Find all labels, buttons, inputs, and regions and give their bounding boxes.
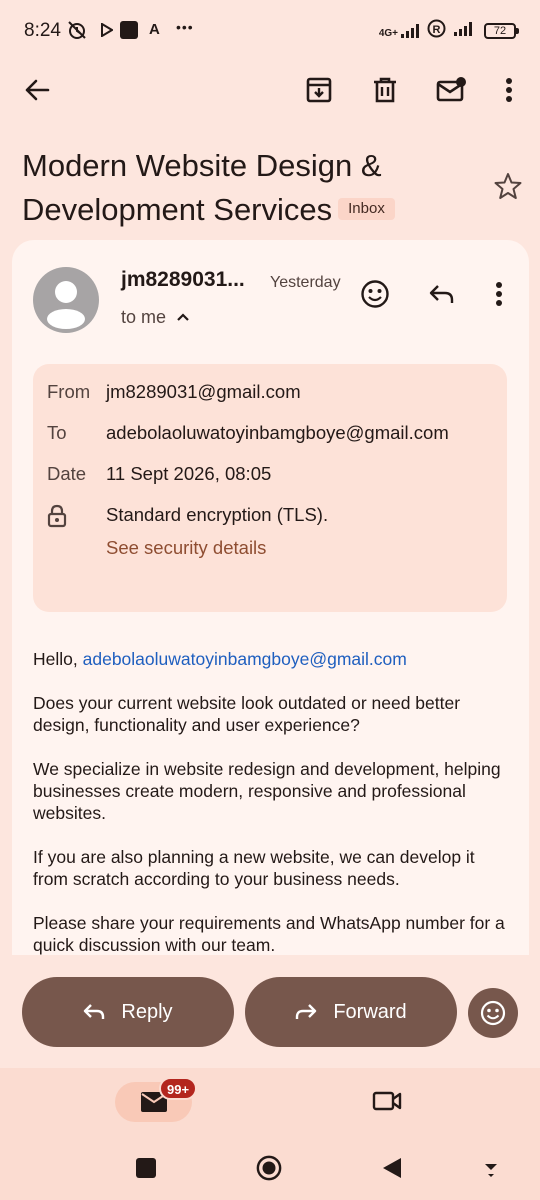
reply-action-button[interactable] xyxy=(22,977,234,1047)
unread-count-badge: 99+ xyxy=(159,1077,197,1100)
message-more-button[interactable] xyxy=(481,276,517,312)
body-paragraph-4: Please share your requirements and WhatsApp number for a quick discussion with our team. xyxy=(33,913,505,955)
greeting-text: Hello, xyxy=(33,649,78,669)
emoji-icon xyxy=(480,1000,506,1026)
forward-icon xyxy=(295,1003,317,1021)
encryption-text: Standard encryption (TLS). xyxy=(106,504,329,525)
greeting-email-link[interactable]: adebolaoluwatoyinbamgboye@gmail.com xyxy=(82,649,407,669)
recipient-toggle[interactable] xyxy=(121,307,190,328)
back-button[interactable] xyxy=(19,72,55,108)
signal-4g-icon: 4G+ xyxy=(379,24,419,38)
registered-icon xyxy=(427,19,446,43)
forward-label: Forward xyxy=(333,1000,407,1023)
app-letter-icon: A xyxy=(149,21,160,38)
star-button[interactable] xyxy=(494,172,522,205)
inbox-label-chip[interactable]: Inbox xyxy=(338,198,395,220)
email-toolbar xyxy=(0,60,540,120)
sender-name[interactable]: jm8289031... xyxy=(121,268,245,291)
lock-icon xyxy=(47,504,67,533)
to-value[interactable]: adebolaoluwatoyinbamgboye@gmail.com xyxy=(106,422,449,443)
archive-button[interactable] xyxy=(301,72,337,108)
video-camera-icon xyxy=(372,1090,402,1112)
more-options-button[interactable] xyxy=(491,72,527,108)
from-label: From xyxy=(47,381,91,402)
signal-icon xyxy=(454,22,476,41)
hide-keyboard-button[interactable] xyxy=(478,1155,504,1181)
battery-icon: 72 xyxy=(484,23,516,39)
message-details-panel xyxy=(33,364,507,612)
emoji-icon xyxy=(360,279,390,309)
body-paragraph-2: We specialize in website redesign and development, helping businesses create modern, responsive and professional websites. xyxy=(33,759,501,823)
app-notification-icon xyxy=(120,21,138,39)
date-label: Date xyxy=(47,463,87,484)
recents-button[interactable] xyxy=(133,1155,159,1181)
body-paragraph-1: Does your current website look outdated or need better design, functionality and user experience? xyxy=(33,693,461,735)
recipient-summary: to me xyxy=(121,307,167,327)
chevron-up-icon xyxy=(176,313,190,322)
from-value[interactable]: jm8289031@gmail.com xyxy=(106,381,301,402)
person-icon xyxy=(33,267,99,333)
reply-icon xyxy=(428,284,454,304)
more-vert-icon xyxy=(495,281,503,307)
home-circle-icon xyxy=(256,1154,282,1182)
chevron-down-icon xyxy=(480,1157,502,1179)
more-vert-icon xyxy=(505,77,513,103)
play-store-icon xyxy=(101,23,113,42)
nav-meet-tab[interactable] xyxy=(367,1084,407,1118)
reply-icon xyxy=(83,1003,105,1021)
reply-button[interactable] xyxy=(423,276,459,312)
bottom-navigation xyxy=(0,1068,540,1200)
triangle-back-icon xyxy=(381,1156,403,1180)
body-paragraph-3: If you are also planning a new website, we can develop it from scratch according to your business needs. xyxy=(33,847,475,889)
back-arrow-icon xyxy=(24,78,50,102)
security-details-link[interactable]: See security details xyxy=(106,537,267,558)
trash-icon xyxy=(372,76,398,104)
react-emoji-button[interactable] xyxy=(468,988,518,1038)
mark-unread-button[interactable] xyxy=(433,72,469,108)
system-back-button[interactable] xyxy=(379,1155,405,1181)
status-bar xyxy=(0,0,540,60)
email-subject xyxy=(22,144,462,232)
subject-text: Modern Website Design & Development Services xyxy=(22,148,382,227)
archive-icon xyxy=(305,76,333,104)
add-reaction-button[interactable] xyxy=(357,276,393,312)
mail-unread-icon xyxy=(436,77,466,103)
square-icon xyxy=(135,1157,157,1179)
forward-action-button[interactable] xyxy=(245,977,457,1047)
home-button[interactable] xyxy=(256,1155,282,1181)
greeting-paragraph xyxy=(33,648,513,670)
alarm-off-icon xyxy=(66,20,88,45)
reply-label: Reply xyxy=(121,1000,173,1023)
sent-time: Yesterday xyxy=(270,274,341,291)
message-card xyxy=(12,240,529,955)
status-time: 8:24 xyxy=(24,20,61,41)
to-label: To xyxy=(47,422,67,443)
email-body xyxy=(33,648,513,955)
svg-text:R: R xyxy=(432,24,441,36)
star-icon xyxy=(494,172,522,200)
date-value: 11 Sept 2026, 08:05 xyxy=(106,463,272,484)
sender-avatar[interactable] xyxy=(33,267,99,333)
more-notifications-icon: ••• xyxy=(176,19,194,35)
delete-button[interactable] xyxy=(367,72,403,108)
